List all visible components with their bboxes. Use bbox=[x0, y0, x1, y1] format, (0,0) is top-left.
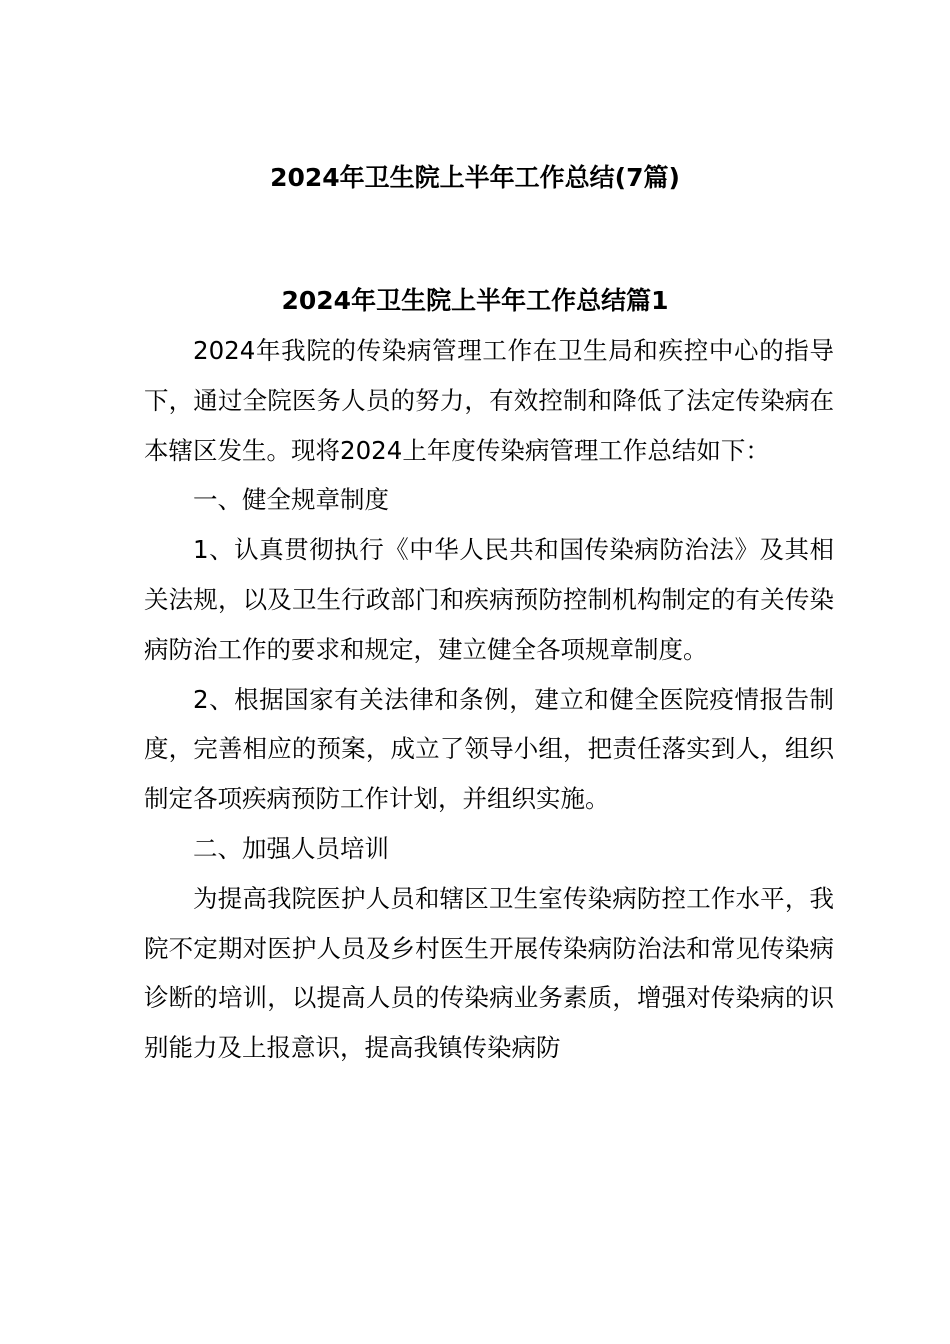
paragraph-training: 为提高我院医护人员和辖区卫生室传染病防控工作水平，我院不定期对医护人员及乡村医生开展传染病防治法和常见传染病诊断的培训，以提高人员的传染病业务素质，增强对传染病的识别能力及上报意识，提高我镇传染病防 bbox=[144, 883, 834, 1063]
heading-training: 二、加强人员培训 bbox=[193, 833, 389, 863]
section-title: 2024年卫生院上半年工作总结篇1 bbox=[281, 286, 669, 315]
heading-regulations: 一、健全规章制度 bbox=[193, 485, 389, 515]
paragraph-item-2: 2、根据国家有关法律和条例，建立和健全医院疫情报告制度，完善相应的预案，成立了领导小组，把责任落实到人，组织制定各项疾病预防工作计划，并组织实施。 bbox=[144, 684, 834, 814]
paragraph-intro: 2024年我院的传染病管理工作在卫生局和疾控中心的指导下，通过全院医务人员的努力，有效控制和降低了法定传染病在本辖区发生。现将2024上年度传染病管理工作总结如下： bbox=[144, 336, 834, 465]
document-title: 2024年卫生院上半年工作总结(7篇) bbox=[270, 163, 680, 192]
paragraph-item-1: 1、认真贯彻执行《中华人民共和国传染病防治法》及其相关法规，以及卫生行政部门和疾病预防控制机构制定的有关传染病防治工作的要求和规定，建立健全各项规章制度。 bbox=[144, 535, 834, 664]
document-body bbox=[144, 326, 834, 1073]
